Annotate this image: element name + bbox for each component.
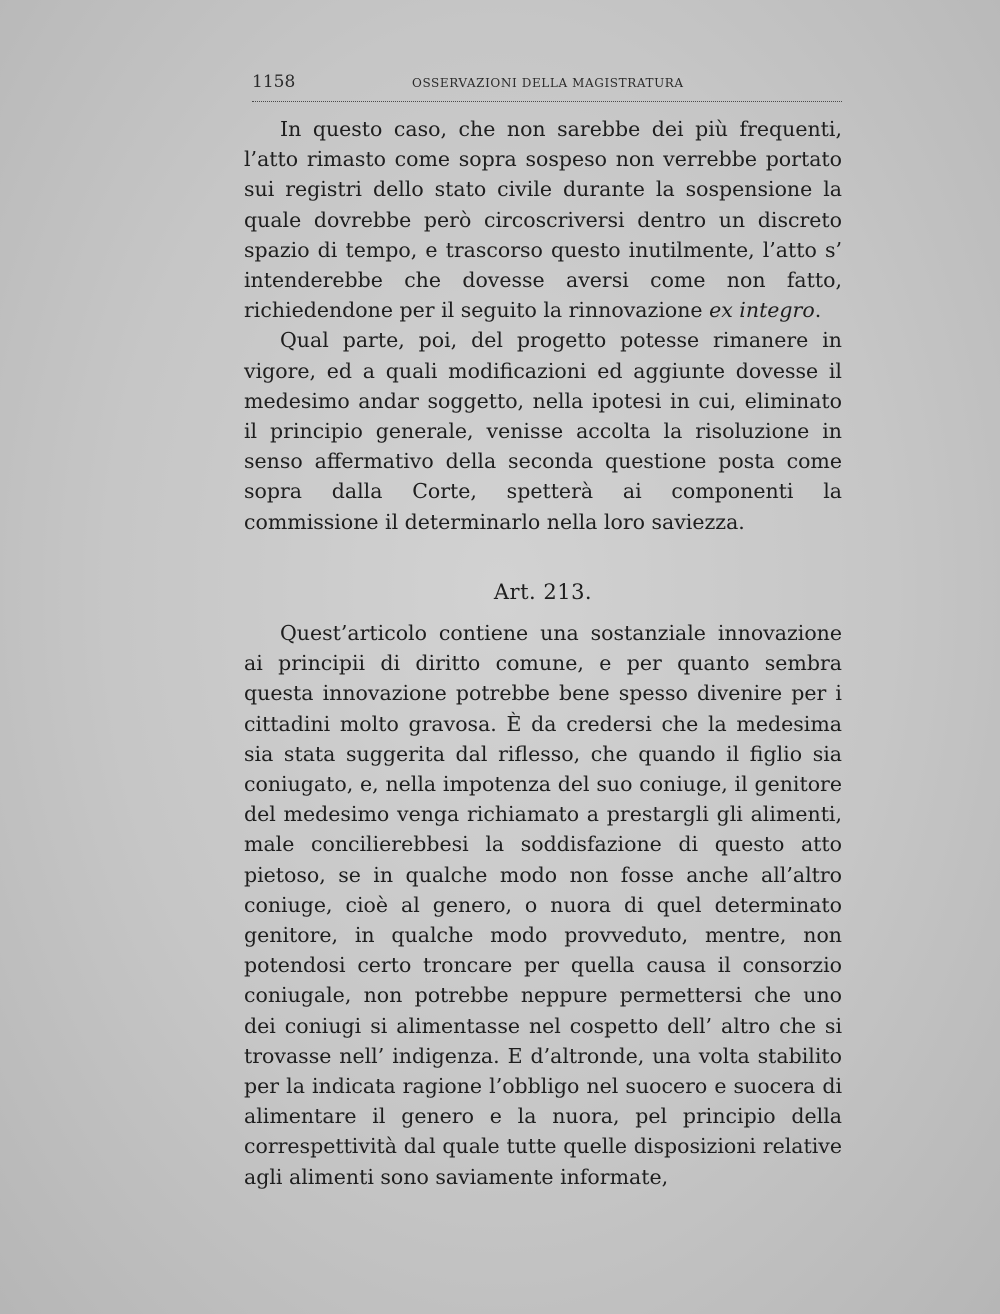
paragraph-2: Qual parte, poi, del progetto potesse rimanere in vigore, ed a quali modificazioni ed aggiunte dovesse il medesimo andar soggetto, nella ipotesi in cui, eliminato il principio generale, venisse accolta la risoluzione in senso affermativo della seconda questione posta come sopra dalla Corte, spetterà ai componenti la commissione il determinarlo nella loro saviezza.: [244, 328, 842, 534]
paragraph-1-end: .: [814, 298, 822, 323]
page-header: [252, 72, 842, 98]
paragraph-1-text: In questo caso, che non sarebbe dei più frequenti, l’atto rimasto come sopra sospeso non verrebbe portato sui registri dello stato civile durante la sospensione la quale dovrebbe però circoscriversi dentro un discreto spazio di tempo, e trascorso questo inutilmente, l’atto s’ intenderebbe che dovesse aversi come non fatto, richiedendone per il seguito la rinnovazione: [244, 117, 842, 323]
latin-phrase: ex integro: [709, 298, 815, 323]
running-head: OSSERVAZIONI DELLA MAGISTRATURA: [412, 76, 684, 90]
page-number: 1158: [252, 72, 296, 92]
paragraph-1: [244, 114, 842, 325]
header-rule: [252, 101, 842, 102]
text-block-article: [244, 618, 842, 1192]
article-paragraph: Quest’articolo contiene una sostanziale innovazione ai principii di diritto comune, e per quanto sembra questa innovazione potrebbe bene spesso divenire per i cittadini molto gravosa. È da credersi che la medesima sia stata suggerita dal riflesso, che quando il figlio sia coniugato, e, nella impotenza del suo coniuge, il genitore del medesimo venga richiamato a prestargli gli alimenti, male concilierebbesi la soddisfazione di questo atto pietoso, se in qualche modo non fosse anche all’altro coniuge, cioè al genero, o nuora di quel determinato genitore, in qualche modo provveduto, mentre, non potendosi certo troncare per quella causa il consorzio coniugale, non potrebbe neppure permettersi che uno dei coniugi si alimentasse nel cospetto dell’ altro che si trovasse nell’ indigenza. E d’altronde, una volta stabilito per la indicata ragione l’obbligo nel suocero e suocera di alimentare il genero e la nuora, pel principio della correspettività dal quale tutte quelle disposizioni relative agli alimenti sono saviamente informate,: [244, 621, 842, 1189]
article-heading: Art. 213.: [493, 580, 593, 604]
text-block-upper: [244, 114, 842, 537]
